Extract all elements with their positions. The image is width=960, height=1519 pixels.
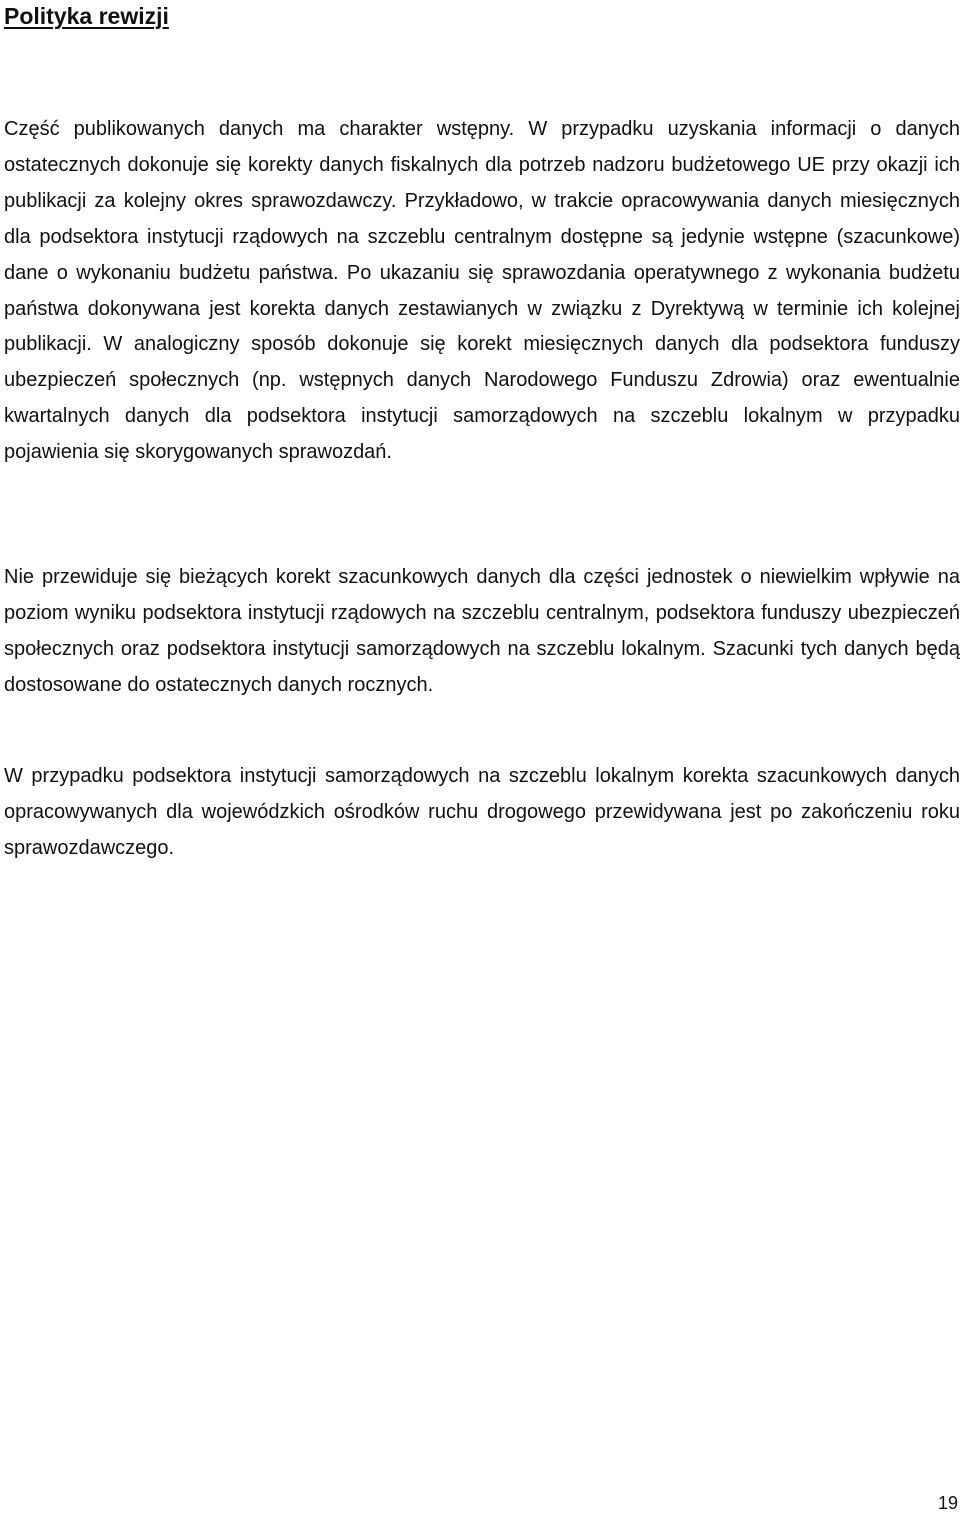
section-title: Polityka rewizji <box>4 3 169 29</box>
paragraph-local-government-corrections: W przypadku podsektora instytucji samorządowych na szczeblu lokalnym korekta szacunkowych danych opracowywanych dla wojewódzkich ośrodków ruchu drogowego przewidywana jest po zakończeniu roku sprawozdawczego. <box>4 765 960 859</box>
paragraph-revision-policy-intro <box>4 112 960 471</box>
page-number: 19 <box>937 1493 958 1513</box>
paragraph-no-current-corrections: Nie przewiduje się bieżących korekt szacunkowych danych dla części jednostek o niewielkim wpływie na poziom wyniku podsektora instytucji rządowych na szczeblu centralnym, podsektora funduszy ubezpieczeń społecznych oraz podsektora instytucji samorządowych na szczeblu lokalnym. Szacunki tych danych będą dostosowane do ostatecznych danych rocznych. <box>4 566 960 696</box>
paragraph-sentence-intro: Część publikowanych danych ma charakter wstępny. W przypadku uzyskania informacji o danych ostatecznych dokonuje się korekty danych fiskalnych dla potrzeb nadzoru budżetowego UE przy okazji ich publikacji za kolejny okres sprawozdawczy. <box>4 118 960 212</box>
paragraph-sentence-example: Przykładowo, w trakcie opracowywania danych miesięcznych dla podsektora instytucji rządowych na szczeblu centralnym dostępne są jedynie wstępne (szacunkowe) dane o wykonaniu budżetu państwa. Po ukazaniu się sprawozdania operatywnego z wykonania budżetu państwa dokonywana jest korekta danych zestawianych w związku z Dyrektywą w terminie ich kolejnej publikacji. W analogiczny sposób dokonuje się korekt miesięcznych danych dla podsektora funduszy ubezpieczeń społecznych (np. wstępnych danych Narodowego Funduszu Zdrowia) oraz ewentualnie kwartalnych danych dla podsektora instytucji samorządowych na szczeblu lokalnym w przypadku pojawienia się skorygowanych sprawozdań. <box>4 189 960 464</box>
